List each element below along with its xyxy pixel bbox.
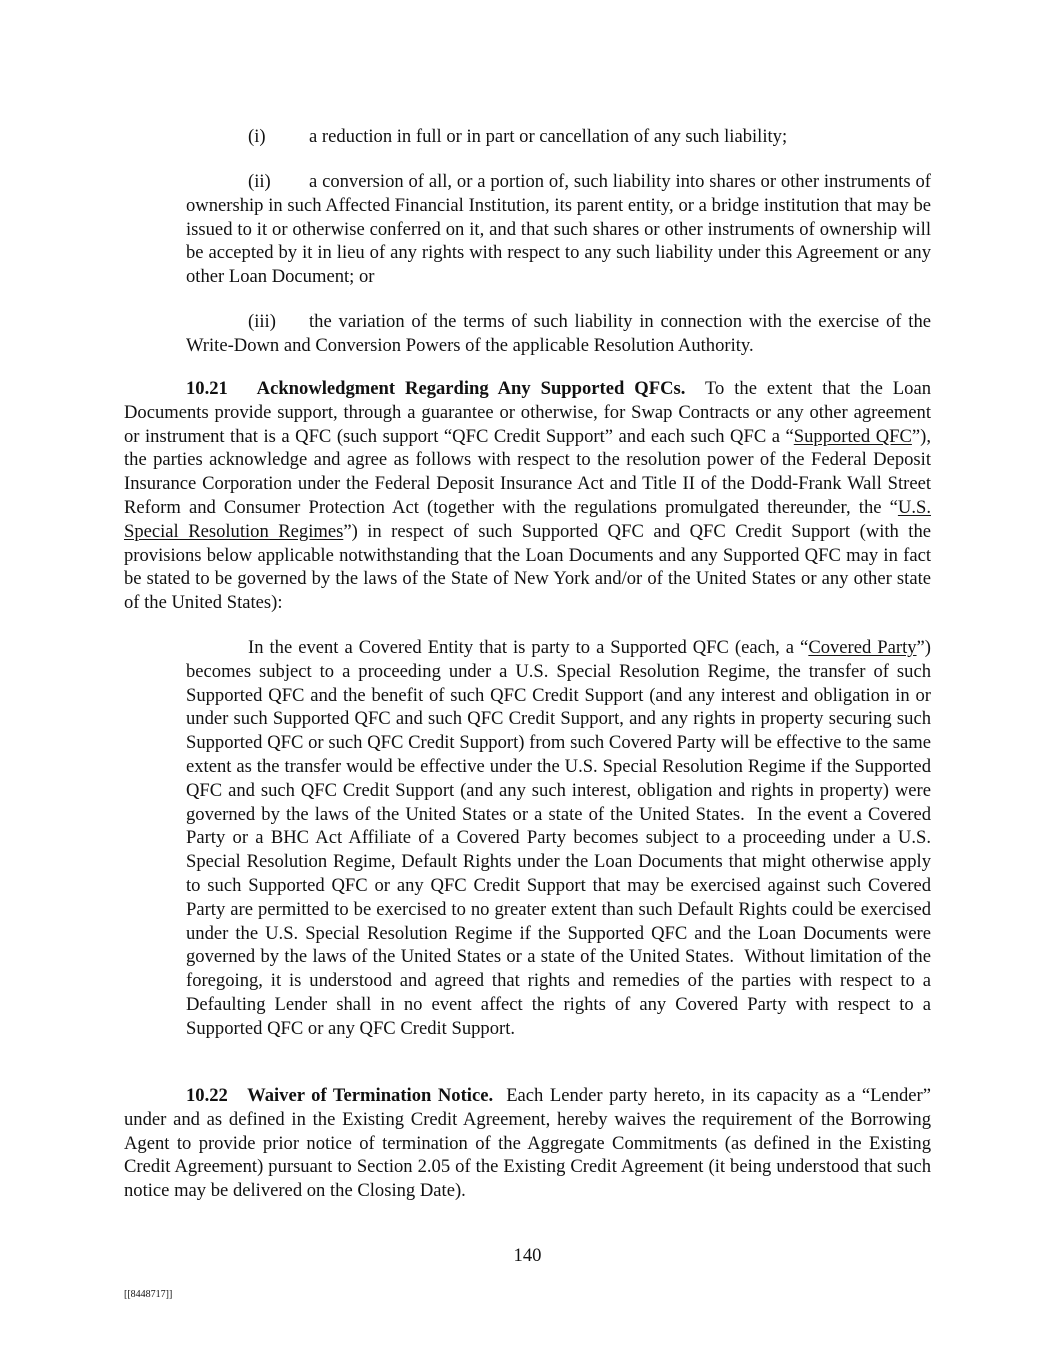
section-10-22-heading [186,1085,493,1106]
clause-ii [186,170,931,289]
clause-ii-marker: (ii) [248,171,271,192]
subparagraph-text-1: In the event a Covered Entity that is party to a Supported QFC (each, a “ [248,637,809,658]
section-10-22-title: Waiver of Termination Notice. [247,1085,494,1106]
clause-iii-marker: (iii) [248,311,276,332]
section-10-21-heading [186,378,685,399]
section-10-21 [124,377,931,615]
clause-iii [186,310,931,358]
section-10-22-number: 10.22 [186,1085,228,1106]
section-10-21-text-3: ”) in respect of such Supported QFC and QFC Credit Support (with the provisions below applicable notwithstanding that the Loan Documents and any Supported QFC may in fact be stated to be governed by the laws of the State of New York and/or of the United States or any other state of the United States): [124,520,932,614]
defined-term-supported-qfc: Supported QFC [793,425,912,447]
defined-term-us-special-resolution-regimes: U.S. Special Resolution Regimes [124,496,931,542]
document-id: [[8448717]] [124,1289,173,1300]
section-10-22 [124,1084,931,1203]
clause-i [186,125,931,149]
clause-i-marker: (i) [248,126,266,147]
clause-i-text: a reduction in full or in part or cancellation of any such liability; [309,126,788,147]
section-10-21-subparagraph [186,636,931,1041]
section-10-21-text-1: To the extent that the Loan Documents provide support, through a guarantee or otherwise, for Swap Contracts or any other agreement or instrument that is a QFC (such support “QFC Credit Support” and each such QFC a “ [124,378,931,447]
section-10-22-text: Each Lender party hereto, in its capacity as a “Lender” under and as defined in the Existing Credit Agreement, hereby waives the requirement of the Borrowing Agent to provide prior notice of termination of the Aggregate Commitments (as defined in the Existing Credit Agreement) pursuant to Section 2.05 of the Existing Credit Agreement (it being understood that such notice may be delivered on the Closing Date). [124,1085,931,1202]
page-number: 140 [513,1245,542,1266]
defined-term-covered-party: Covered Party [808,637,917,658]
section-10-21-text-2: ”), the parties acknowledge and agree as follows with respect to the resolution power of the Federal Deposit Insurance Corporation under the Federal Deposit Insurance Act and Title II of the Dodd-Frank Wall Street Reform and Consumer Protection Act (together with the regulations promulgated thereunder, the “ [124,425,931,518]
section-10-21-title: Acknowledgment Regarding Any Supported QFCs. [256,378,686,399]
subparagraph-text-2: ”) becomes subject to a proceeding under a U.S. Special Resolution Regime, the transfer of such Supported QFC and the benefit of such QFC Credit Support (and any interest and obligation in or under such Supported QFC and such QFC Credit Support, and any rights in property securing such Supported QFC or such QFC Credit Support) from such Covered Party will be effective to the same extent as the transfer would be effective under the U.S. Special Resolution Regime if the Supported QFC and such QFC Credit Support (and any such interest, obligation and rights in property) were governed by the laws of the United States or a state of the United States. In the event a Covered Party or a BHC Act Affiliate of a Covered Party becomes subject to a proceeding under a U.S. Special Resolution Regime, Default Rights under the Loan Documents that might otherwise apply to such Supported QFC or any QFC Credit Support that may be exercised against such Covered Party are permitted to be exercised to no greater extent than such Default Rights could be exercised under the U.S. Special Resolution Regime if the Supported QFC and the Loan Documents were governed by the laws of the United States or a state of the United States. Without limitation of the foregoing, it is understood and agreed that rights and remedies of the parties with respect to a Defaulting Lender shall in no event affect the rights of any Covered Party with respect to a Supported QFC or any QFC Credit Support. [186,637,931,1039]
section-10-21-number: 10.21 [186,378,228,399]
clause-ii-text: a conversion of all, or a portion of, such liability into shares or other instruments of ownership in such Affected Financial Institution, its parent entity, or a bridge institution that may be issued to it or otherwise conferred on it, and that such shares or other instruments of ownership will be accepted by it in lieu of any rights with respect to any such liability under this Agreement or any other Loan Document; or [186,171,931,288]
clause-iii-text: the variation of the terms of such liability in connection with the exercise of the Write-Down and Conversion Powers of the applicable Resolution Authority. [186,311,931,356]
